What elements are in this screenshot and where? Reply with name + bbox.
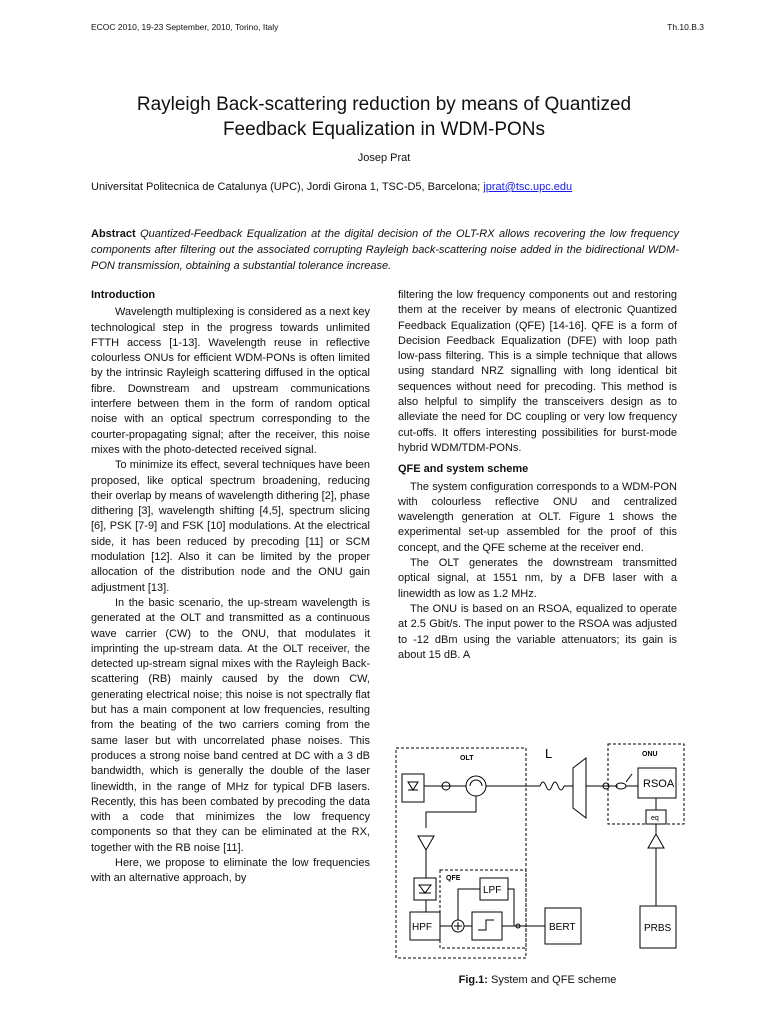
paragraph: The ONU is based on an RSOA, equalized to operate at 2.5 Gbit/s. The input power to the RSOA was adjusted to -12 dBm using the variable attenuators; its gain is about 15 dB. A (398, 602, 677, 661)
title-line-2: Feedback Equalization in WDM-PONs (222, 119, 546, 140)
abstract (91, 226, 679, 274)
caption-text: System and QFE scheme (491, 974, 617, 986)
circulator-icon (466, 776, 486, 796)
lpf-label: LPF (483, 885, 502, 896)
bert-label: BERT (549, 922, 576, 933)
paragraph: The OLT generates the downstream transmitted optical signal, at 1551 nm, by a DFB laser with a linewidth as low as 1.2 MHz. (398, 557, 677, 600)
figure-caption (398, 974, 677, 986)
onu-label: ONU (642, 751, 658, 758)
section-heading-qfe: QFE and system scheme (398, 463, 529, 476)
hpf-label: HPF (412, 922, 432, 933)
system-diagram (390, 738, 690, 966)
eq-label: eq (651, 815, 659, 822)
rsoa-label: RSOA (643, 778, 675, 790)
left-column (91, 288, 370, 887)
affiliation (91, 181, 691, 193)
paragraph: Wavelength multiplexing is considered as a next key technological step in the progress towards unlimited FTTH access [1-13]. Wavelength reuse in reflective colourless ONUs for efficient WDM-PONs is often limited by the intrinsic Rayleigh scattering diffused in the optical fibre. Downstream and upstream communications interfere between them in the form of random optical noise with an optical spectrum corresponding to the courter-propagating signal; after the receiver, this noise mixes with the photo-detected received signal. (91, 306, 370, 456)
affiliation-text: Universitat Politecnica de Catalunya (UPC), Jordi Girona 1, TSC-D5, Barcelona; (91, 181, 481, 193)
section-heading-introduction: Introduction (91, 289, 156, 301)
awg-demux-icon (573, 758, 586, 818)
laser-block (402, 774, 424, 802)
paragraph: filtering the low frequency components out and restoring them at the receiver by means of electronic Quantized Feedback Equalization (QFE) [14-16]. QFE is a form of Decision Feedback Equalization (DFE) with loop path low-pass filtering. This is a simple technique that allows using standard NRZ signalling with long identical bit sequences without need for precoding. This method is also helpful to simplify the transceivers design as to alleviate the need for DC coupling or very low frequency cut-offs. It offers interesting possibilities for burst-mode hybrid WDM/TDM-PONs. (398, 289, 677, 454)
onu-input-arrow-icon (626, 774, 632, 782)
photodiode-icon (419, 885, 431, 893)
qfe-label: QFE (446, 875, 461, 882)
olt-label: OLT (460, 755, 474, 762)
title-line-1: Rayleigh Back-scattering reduction by means of Quantized (136, 94, 632, 115)
decision-block (472, 912, 502, 940)
paragraph: In the basic scenario, the up-stream wavelength is generated at the OLT and transmitted as a continuous wave carrier (CW) to the ONU, that modulates it imprinting the up-stream data. At the OLT receiver, the detected up-stream signal mixes with the Rayleigh Back-scattering (RB) mainly caused by the down CW, generating electrical noise; this noise is not spectrally flat but has a main component at low frequencies, resulting from the beating of the two carriers coming from the same laser but with uncorrelated phase noises. This produces a strong noise band centred at DC with a 3 dB bandwidth, which is generally the double of the laser linewidth, in the range of MHz for typical DFB lasers. Recently, this has been combated by precoding the data with a code that minimizes the low frequency components so that they can be eliminated at the RX, together with the RB noise [11]. (91, 596, 370, 854)
caption-label: Fig.1: (458, 974, 488, 986)
abstract-label: Abstract (91, 228, 136, 240)
paragraph: Here, we propose to eliminate the low frequencies with an alternative approach, by (91, 856, 370, 885)
prbs-label: PRBS (644, 923, 672, 934)
onu-amplifier-icon (648, 834, 664, 848)
decision-step-icon (478, 920, 494, 930)
fiber-label: L (545, 746, 553, 761)
paper-id: Th.10.B.3 (667, 22, 704, 32)
abstract-text: Quantized-Feedback Equalization at the digital decision of the OLT-RX allows recovering the low frequency components after filtering out the associated corrupting Rayleigh back-scattering noise added in the bidirectional WDM-PON transmission, obtaining a substantial tolerance increase. (91, 228, 679, 272)
paper-title (60, 92, 708, 142)
conference-header: ECOC 2010, 19-23 September, 2010, Torino, Italy (91, 22, 279, 32)
laser-diode-icon (408, 782, 418, 790)
paragraph: To minimize its effect, several techniques have been proposed, like optical spectrum broadening, reducing their overlap by means of wavelength dithering [2], phase dithering [3], wavelength shifting [4,5], spectrum slicing [6], PSK [7-9] and FSK [10] modulations. At the electrical side, it has been reduced by precoding [11] or SCM modulation [12]. Also it can be limited by the proper allocation of the distribution node and the ONU gain adjustment [13]. (91, 459, 370, 594)
email-link[interactable]: jprat@tsc.upc.edu (483, 181, 573, 193)
rx-amplifier-icon (418, 836, 434, 850)
right-column (398, 288, 677, 663)
fiber-coil-icon (540, 782, 564, 790)
circulator-arrow-icon (470, 780, 482, 786)
plus-icon (454, 922, 462, 930)
author: Josep Prat (357, 152, 411, 164)
paragraph: The system configuration corresponds to a WDM-PON with colourless reflective ONU and centralized wavelength generation at OLT. Figure 1 shows the experimental set-up assembled for the proof of this concept, and the QFE scheme at the receiver end. (398, 480, 677, 554)
photodiode-block (414, 878, 436, 900)
